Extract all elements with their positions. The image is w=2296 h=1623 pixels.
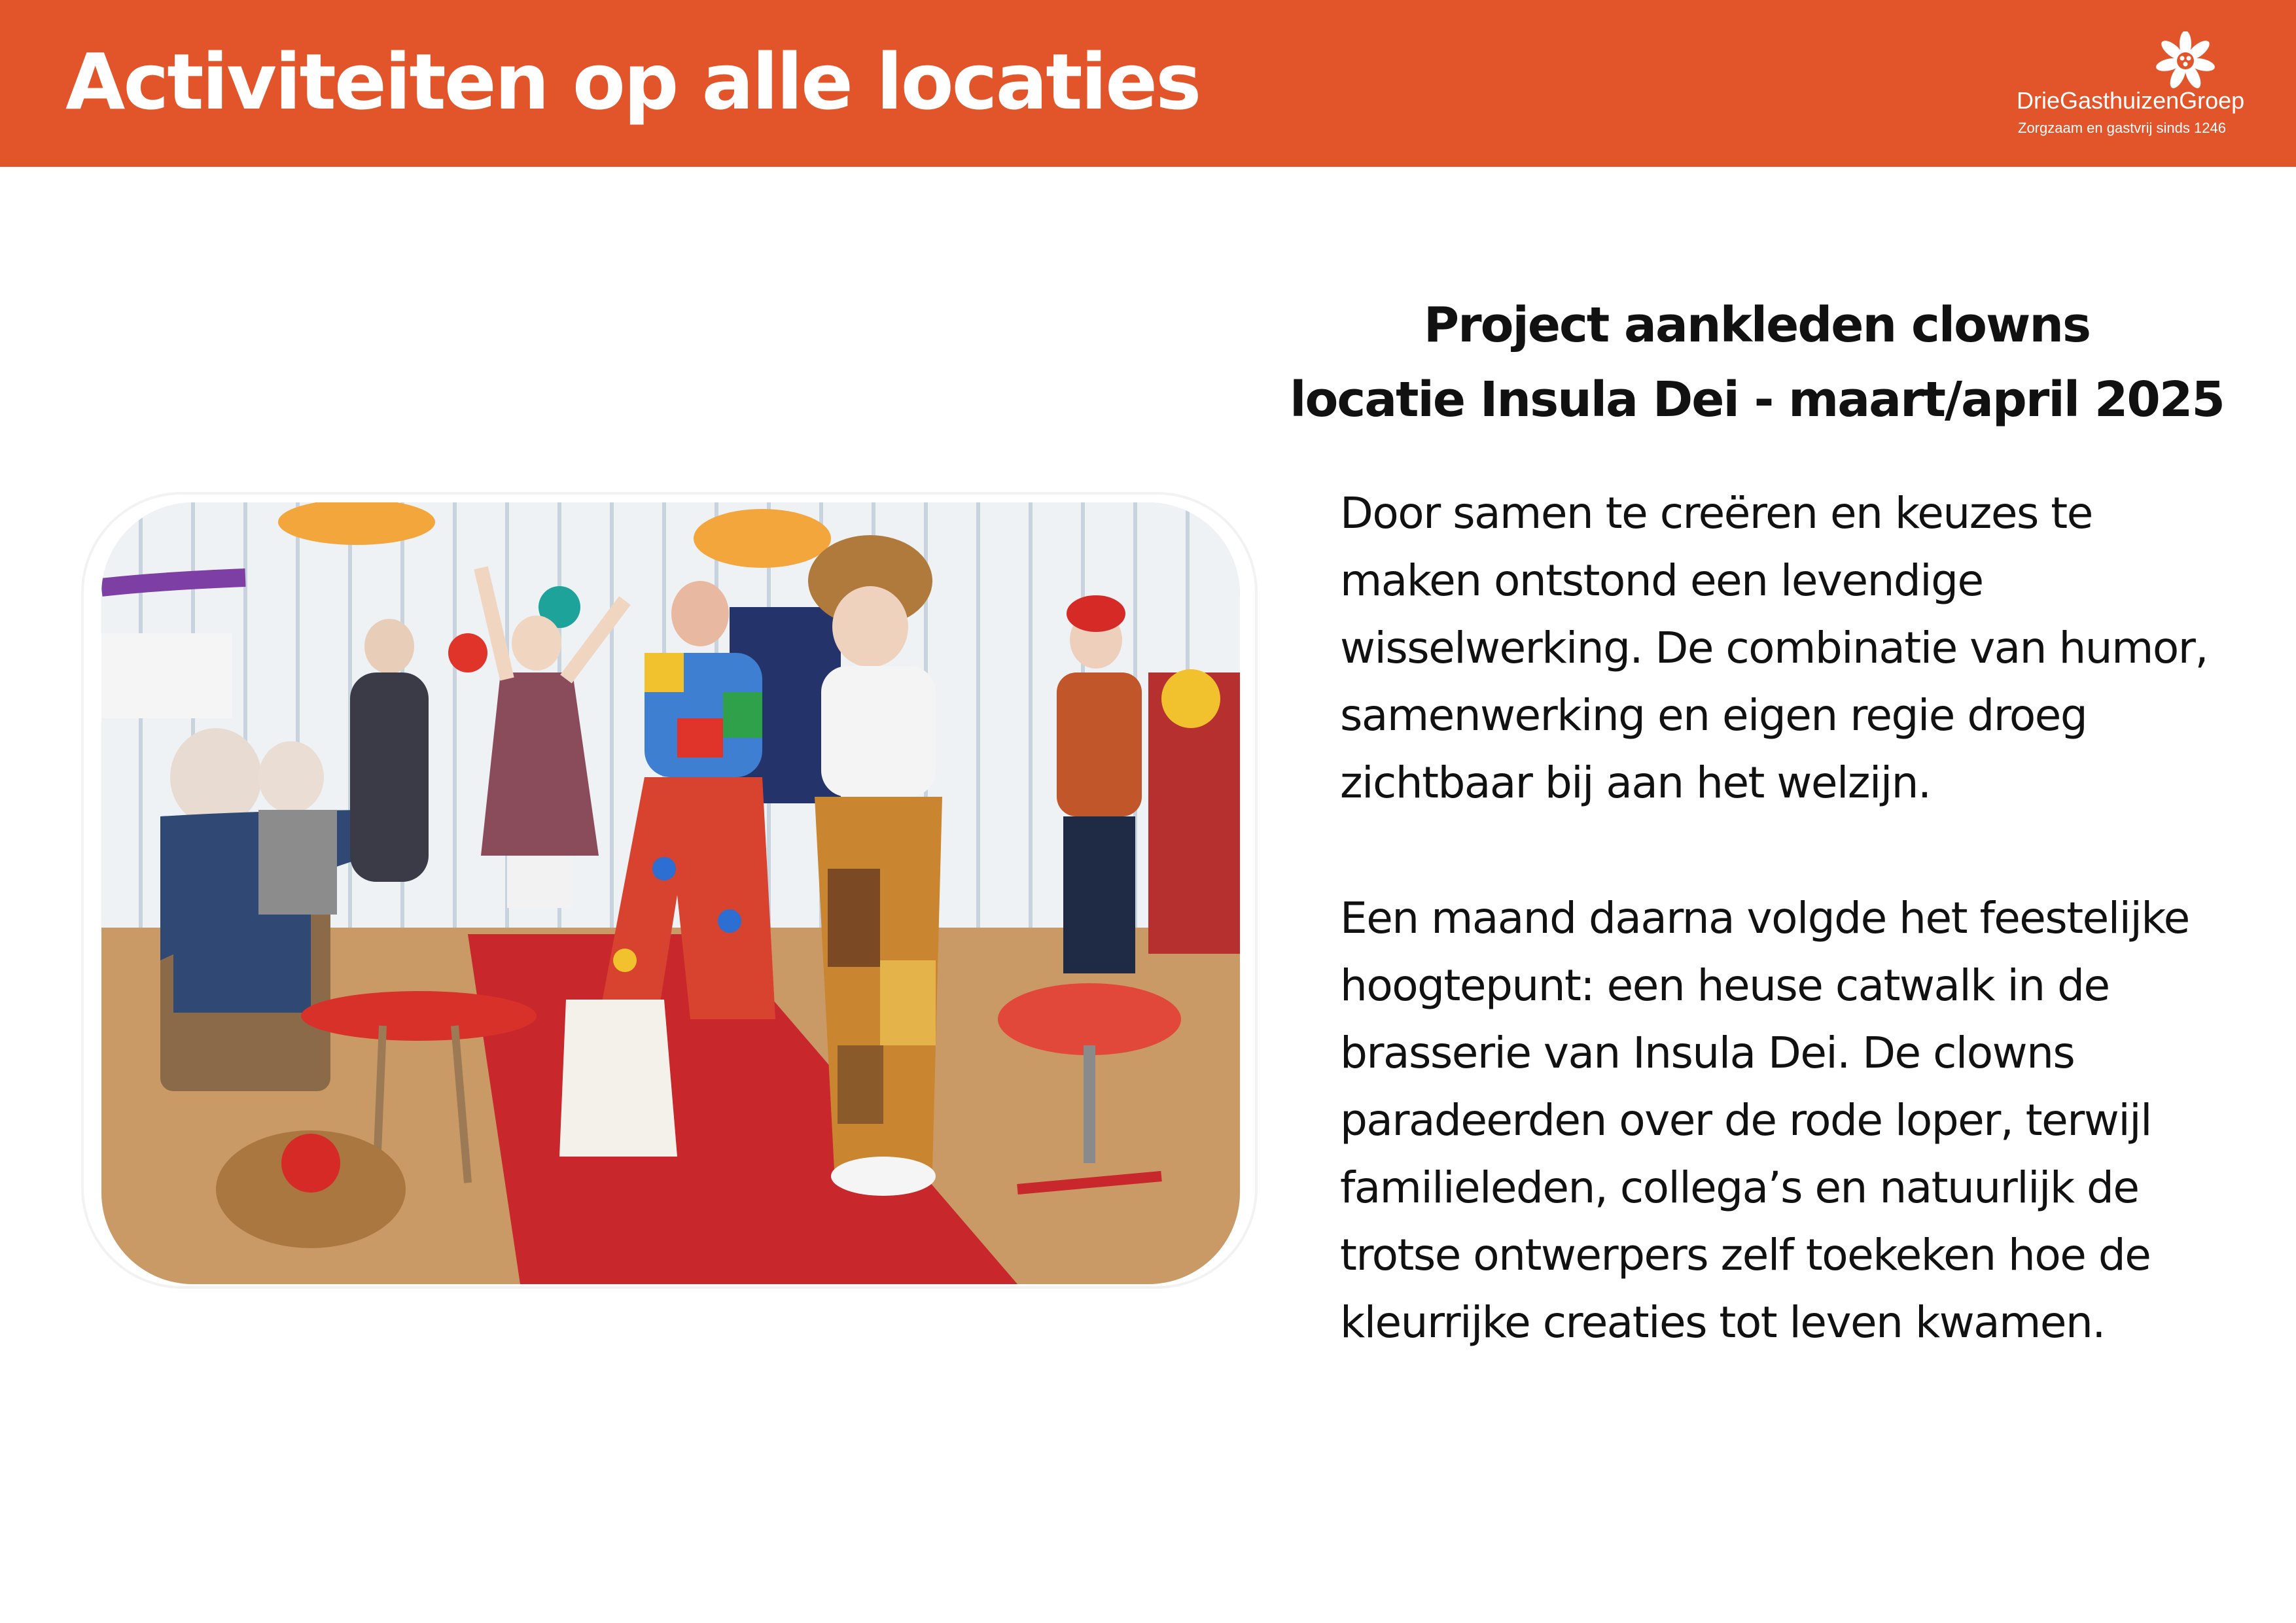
brand-tagline: Zorgzaam en gastvrij sinds 1246 [2018,120,2226,136]
text-line: wisselwerking. De combinatie van humor, [1340,623,2208,673]
paragraph-catwalk [1340,884,2269,1356]
text-line: maken ontstond een levendige [1340,555,1983,606]
project-title-line: Project aankleden clowns [1423,297,2091,353]
text-line: trotse ontwerpers zelf toekeken hoe de [1340,1230,2151,1280]
text-line: hoogtepunt: een heuse catwalk in de [1340,960,2110,1011]
text-line: Door samen te creëren en keuzes te [1340,488,2093,538]
project-title [1282,288,2231,437]
text-line: Een maand daarna volgde het feestelijke [1340,893,2189,943]
text-line: paradeerden over de rode loper, terwijl [1340,1095,2151,1145]
brand-logo [2009,31,2270,149]
text-line: zichtbaar bij aan het welzijn. [1340,758,1931,808]
text-line: brasserie van Insula Dei. De clowns [1340,1028,2075,1078]
page-title: Activiteiten op alle locaties [65,37,1200,127]
text-line: familieleden, collega’s en natuurlijk de [1340,1162,2139,1213]
project-title-line: locatie Insula Dei - maart/april 2025 [1290,372,2224,428]
edelweiss-flower-icon [2140,31,2231,90]
header-bar [0,0,2296,167]
paragraph-intro [1340,480,2269,816]
brand-name: DrieGasthuizenGroep [2017,87,2245,114]
text-line: kleurrijke creaties tot leven kwamen. [1340,1297,2105,1348]
text-line: samenwerking en eigen regie droeg [1340,690,2087,741]
clowns-parade-photo [101,502,1240,1284]
